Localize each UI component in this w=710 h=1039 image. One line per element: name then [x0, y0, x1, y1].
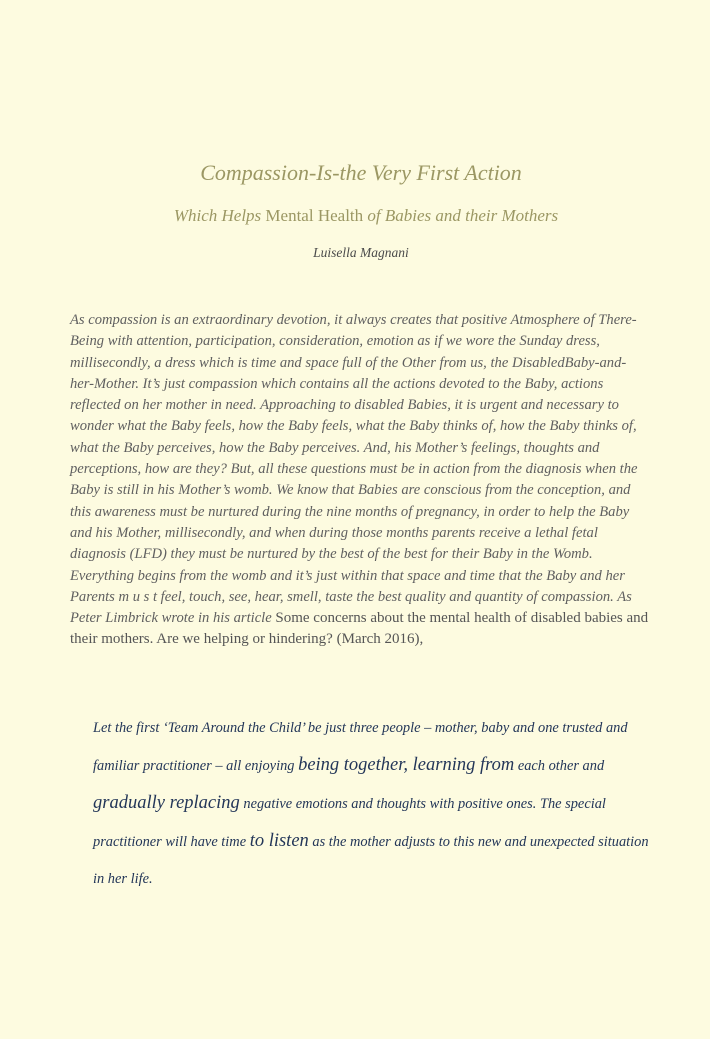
- cited-article-title: Some concerns about the mental health of disabled babies and their mothers. Are we helping or hindering?: [70, 610, 649, 648]
- quote-segment-4: as the mother adjusts to this new and unexpected situation in her life.: [93, 834, 649, 887]
- quote-segment-3: negative emotions and thoughts with positive ones. The special practitioner will have time: [93, 796, 606, 850]
- subtitle-part-2: Mental Health: [265, 206, 364, 225]
- subtitle-part-3: of Babies and their Mothers: [363, 206, 559, 225]
- subtitle-part-1: Which Helps: [173, 206, 266, 225]
- quote-segment-2: each other and: [514, 758, 605, 774]
- quote-highlight-1: being together, learning from: [298, 755, 515, 775]
- quote-segment-1: Let the first ‘Team Around the Child’ be just three people – mother, baby and one trusted and familiar practitioner – all enjoying: [93, 720, 628, 774]
- body-paragraph: [70, 310, 650, 651]
- quote-highlight-2: gradually replacing: [93, 793, 240, 813]
- body-text: As compassion is an extraordinary devotion, it always creates that positive Atmosphere of There-Being with attention, participation, consideration, emotion as if we wore the Sunday dress, millisecondly, a dress which is time and space full of the Other from us, the DisabledBaby-and-her-Mother. It’s just compassion which contains all the actions devoted to the Baby, actions reflected on her mother in need. Approaching to disabled Babies, it is urgent and necessary to wonder what the Baby feels, how the Baby feels, what the Baby thinks of, how the Baby thinks of, what the Baby perceives, how the Baby perceives. And, his Mother’s feelings, thoughts and perceptions, how are they? But, all these questions must be in action from the diagnosis when the Baby is still in his Mother’s womb. We know that Babies are conscious from the conception, and this awareness must be nurtured during the nine months of pregnancy, in order to help the Baby and his Mother, millisecondly, and when during those months parents receive a lethal fetal diagnosis (LFD) they must be nurtured by the best of the best for their Baby in the Womb. Everything begins from the womb and it’s just within that space and time that the Baby and her Parents m u s t feel, touch, see, hear, smell, taste the best quality and quantity of compassion. As Peter Limbrick wrote in his article: [70, 312, 638, 627]
- article-title: Compassion-Is-the Very First Action: [200, 160, 522, 185]
- block-quote: [93, 710, 653, 898]
- quote-highlight-3: to listen: [249, 831, 309, 851]
- author-name: Luisella Magnani: [313, 245, 409, 260]
- cited-article-date: (March 2016),: [332, 631, 424, 648]
- article-subtitle: [0, 206, 710, 226]
